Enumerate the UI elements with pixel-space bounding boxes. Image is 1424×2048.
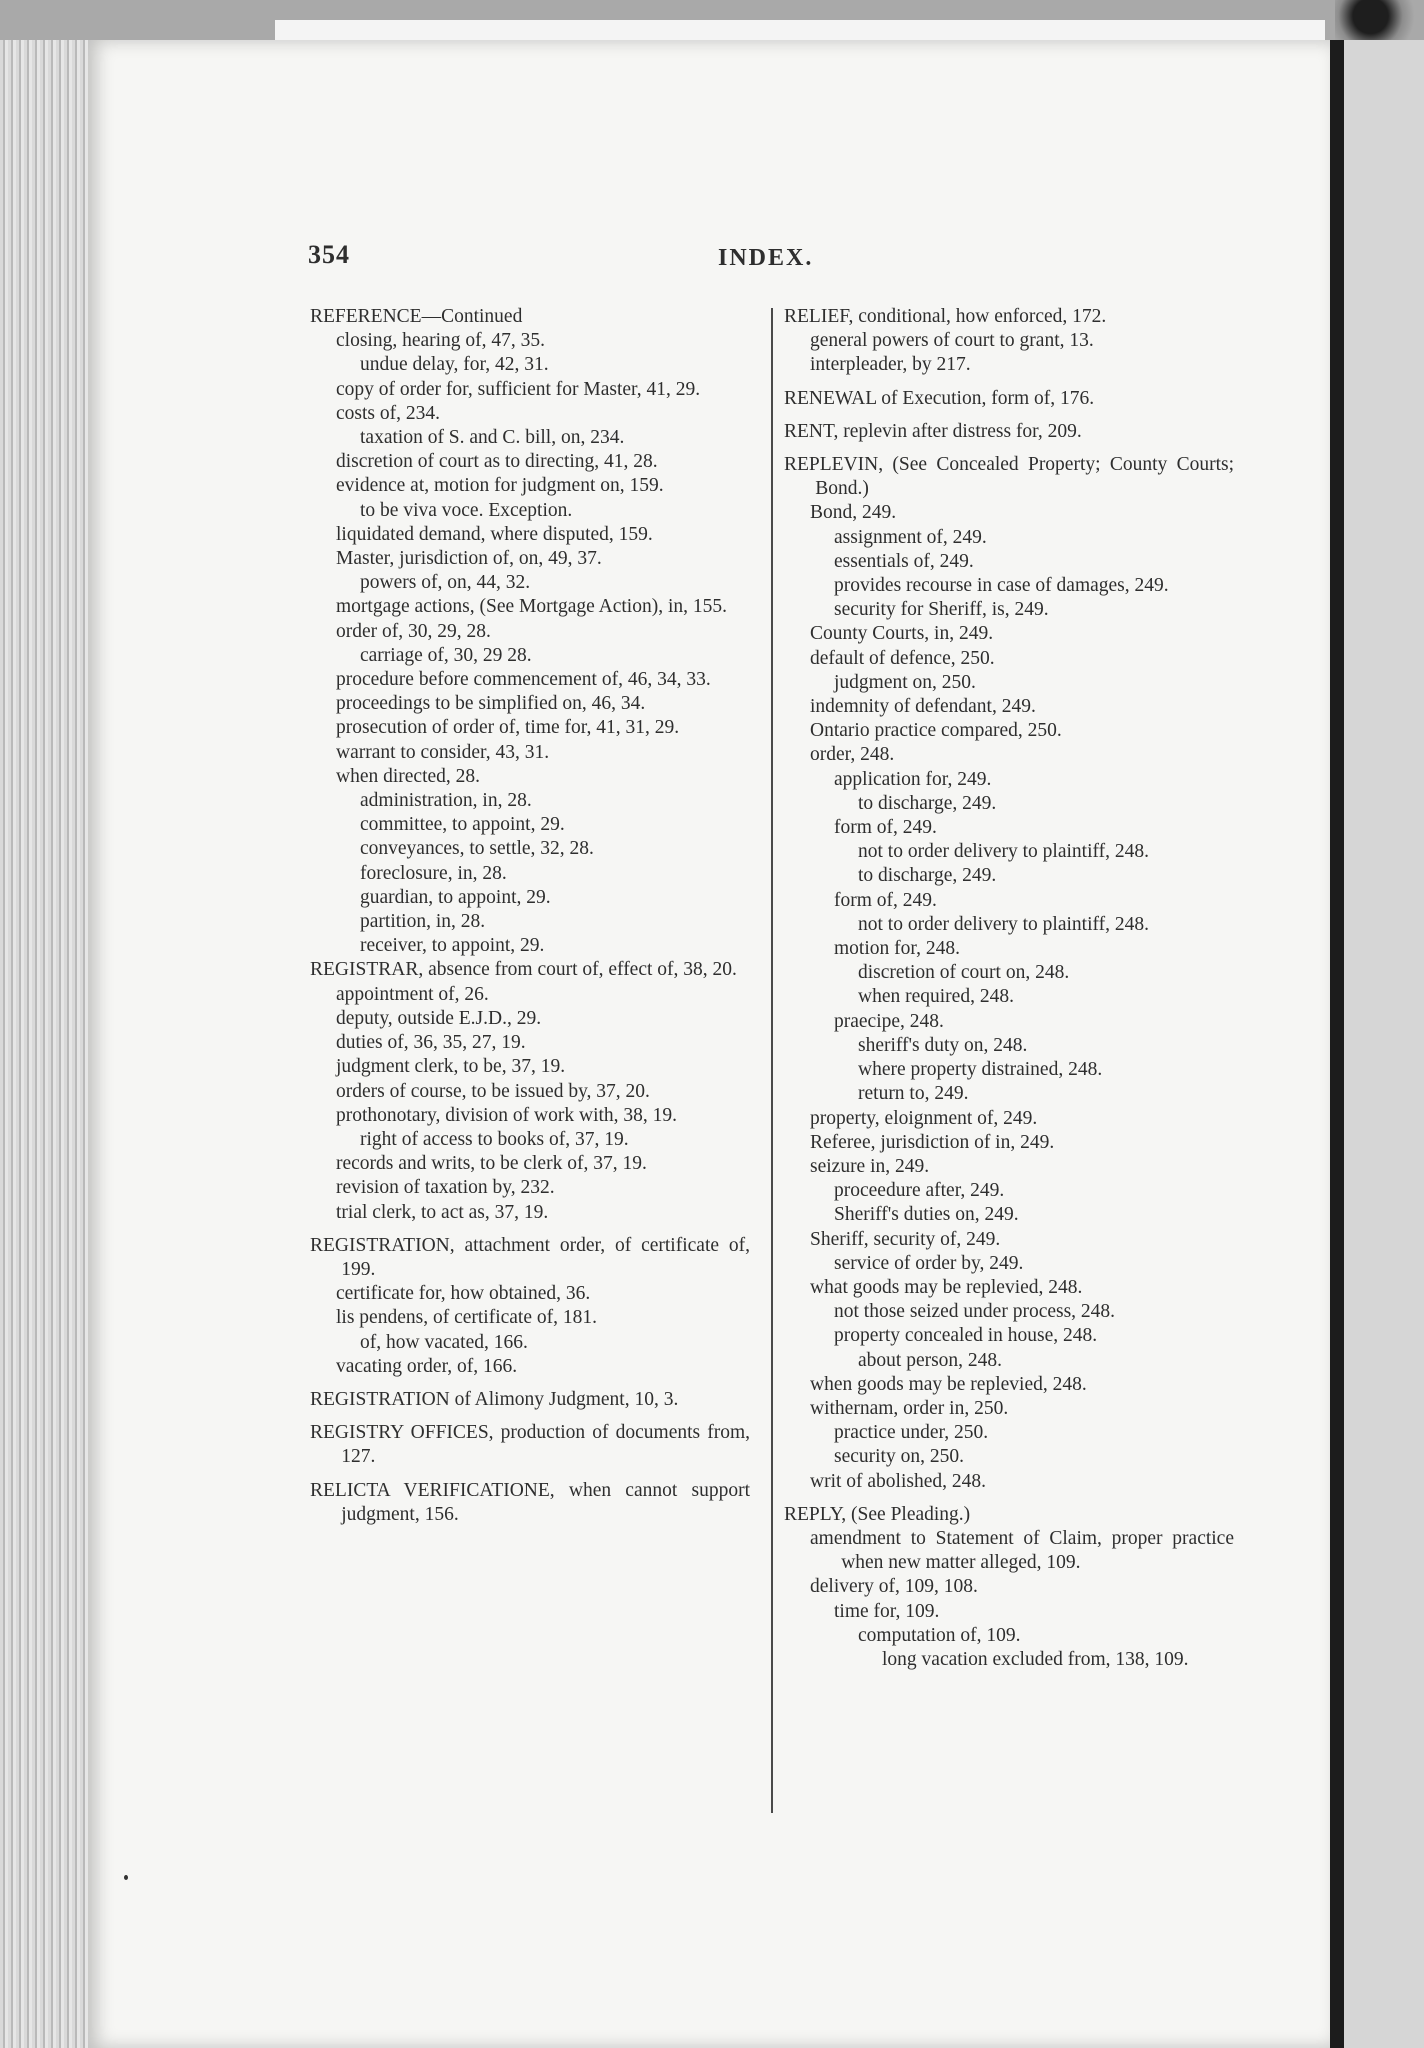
index-subentry: what goods may be replevied, 248. <box>810 1276 1083 1298</box>
index-subentry: foreclosure, in, 28. <box>360 862 507 884</box>
index-subentry: security for Sheriff, is, 249. <box>834 599 1049 621</box>
index-heading: REGISTRATION, attachment order, of certificate of, 199. <box>310 1234 750 1280</box>
index-heading: REGISTRATION of Alimony Judgment, 10, 3. <box>310 1388 679 1410</box>
index-subentry: form of, 249. <box>834 889 937 911</box>
running-head: INDEX. <box>718 245 814 271</box>
index-subentry: partition, in, 28. <box>360 911 486 933</box>
index-subentry: not to order delivery to plaintiff, 248. <box>858 913 1149 935</box>
index-subentry: records and writs, to be clerk of, 37, 19. <box>336 1153 647 1175</box>
index-subentry: to be viva voce. Exception. <box>360 499 573 521</box>
index-subentry: practice under, 250. <box>834 1422 989 1444</box>
index-subentry: copy of order for, sufficient for Master, 41, 29. <box>336 378 701 400</box>
index-subentry: when goods may be replevied, 248. <box>810 1373 1087 1395</box>
index-subentry: to discharge, 249. <box>858 865 997 887</box>
index-subentry: writ of abolished, 248. <box>810 1470 987 1492</box>
index-subentry: assignment of, 249. <box>834 526 987 548</box>
index-subentry: orders of course, to be issued by, 37, 20. <box>336 1080 650 1102</box>
index-subentry: taxation of S. and C. bill, on, 234. <box>360 427 625 449</box>
index-subentry: withernam, order in, 250. <box>810 1397 1009 1419</box>
index-subentry: County Courts, in, 249. <box>810 623 994 645</box>
index-subentry: property concealed in house, 248. <box>834 1325 1098 1347</box>
index-subentry: judgment clerk, to be, 37, 19. <box>336 1056 566 1078</box>
index-subentry: right of access to books of, 37, 19. <box>360 1128 629 1150</box>
index-subentry: Referee, jurisdiction of in, 249. <box>810 1131 1055 1153</box>
index-subentry: procedure before commencement of, 46, 34, 33. <box>336 669 711 691</box>
index-subentry: Bond, 249. <box>810 502 897 524</box>
index-subentry: administration, in, 28. <box>360 790 532 812</box>
index-heading: REGISTRAR, absence from court of, effect of, 38, 20. <box>310 959 737 981</box>
index-subentry: judgment on, 250. <box>834 671 976 693</box>
index-subentry: when required, 248. <box>858 986 1014 1008</box>
book-page-edges <box>0 40 92 2048</box>
index-subentry: where property distrained, 248. <box>858 1059 1103 1081</box>
index-heading: REFERENCE—Continued <box>310 306 523 327</box>
index-subentry: of, how vacated, 166. <box>360 1331 528 1353</box>
index-heading: RELICTA VERIFICATIONE, when cannot support judgment, 156. <box>310 1479 750 1525</box>
index-subentry: long vacation excluded from, 138, 109. <box>882 1648 1189 1670</box>
index-subentry: Ontario practice compared, 250. <box>810 720 1062 742</box>
index-subentry: Sheriff, security of, 249. <box>810 1228 1001 1250</box>
index-subentry: when directed, 28. <box>336 765 481 787</box>
index-subentry: trial clerk, to act as, 37, 19. <box>336 1201 549 1223</box>
index-subentry: guardian, to appoint, 29. <box>360 886 551 908</box>
index-subentry: time for, 109. <box>834 1600 940 1622</box>
index-subentry: seizure in, 249. <box>810 1155 930 1177</box>
index-subentry: prothonotary, division of work with, 38, 19. <box>336 1104 678 1126</box>
index-subentry: carriage of, 30, 29 28. <box>360 644 532 666</box>
index-heading: RENT, replevin after distress for, 209. <box>784 420 1082 442</box>
column-divider <box>771 308 773 1813</box>
index-subentry: to discharge, 249. <box>858 792 997 814</box>
scan-shadow <box>1335 0 1424 40</box>
index-subentry: deputy, outside E.J.D., 29. <box>336 1007 542 1029</box>
index-subentry: general powers of court to grant, 13. <box>810 330 1094 352</box>
index-subentry: prosecution of order of, time for, 41, 31, 29. <box>336 717 680 739</box>
index-subentry: service of order by, 249. <box>834 1252 1024 1274</box>
index-column-right <box>784 305 1234 1672</box>
index-heading: RENEWAL of Execution, form of, 176. <box>784 387 1095 409</box>
index-subentry: motion for, 248. <box>834 938 960 960</box>
index-subentry: proceedure after, 249. <box>834 1180 1005 1202</box>
index-subentry: order, 248. <box>810 744 895 766</box>
index-subentry: liquidated demand, where disputed, 159. <box>336 523 653 545</box>
index-subentry: about person, 248. <box>858 1349 1003 1371</box>
index-subentry: warrant to consider, 43, 31. <box>336 741 550 763</box>
index-subentry: interpleader, by 217. <box>810 354 971 376</box>
index-subentry: essentials of, 249. <box>834 550 974 572</box>
index-subentry: amendment to Statement of Claim, proper practice when new matter alleged, 109. <box>810 1527 1234 1574</box>
ink-speck <box>124 1875 128 1880</box>
index-subentry: sheriff's duty on, 248. <box>858 1034 1028 1056</box>
index-subentry: default of defence, 250. <box>810 647 995 669</box>
index-subentry: evidence at, motion for judgment on, 159. <box>336 475 664 497</box>
index-subentry: conveyances, to settle, 32, 28. <box>360 838 594 860</box>
index-subentry: costs of, 234. <box>336 402 440 424</box>
index-heading: RELIEF, conditional, how enforced, 172. <box>784 306 1107 327</box>
index-subentry: appointment of, 26. <box>336 983 489 1005</box>
index-subentry: application for, 249. <box>834 768 992 790</box>
index-subentry: revision of taxation by, 232. <box>336 1177 555 1199</box>
index-heading: REPLY, (See Pleading.) <box>784 1503 971 1525</box>
index-subentry: discretion of court on, 248. <box>858 962 1070 984</box>
index-subentry: provides recourse in case of damages, 249. <box>834 575 1169 597</box>
index-subentry: Sheriff's duties on, 249. <box>834 1204 1019 1226</box>
index-subentry: receiver, to appoint, 29. <box>360 935 545 957</box>
index-heading: REGISTRY OFFICES, production of documents from, 127. <box>310 1422 750 1468</box>
index-subentry: Master, jurisdiction of, on, 49, 37. <box>336 548 602 570</box>
index-subentry: security on, 250. <box>834 1446 964 1468</box>
index-subentry: mortgage actions, (See Mortgage Action), in, 155. <box>336 596 727 618</box>
book-spine-shadow <box>1330 40 1344 2048</box>
index-subentry: vacating order, of, 166. <box>336 1355 518 1377</box>
index-subentry: not those seized under process, 248. <box>834 1301 1116 1323</box>
index-subentry: return to, 249. <box>858 1083 969 1105</box>
index-subentry: not to order delivery to plaintiff, 248. <box>858 841 1149 863</box>
index-subentry: praecipe, 248. <box>834 1010 944 1032</box>
index-subentry: closing, hearing of, 47, 35. <box>336 330 546 352</box>
index-subentry: property, eloignment of, 249. <box>810 1107 1038 1129</box>
index-subentry: powers of, on, 44, 32. <box>360 572 531 594</box>
index-subentry: proceedings to be simplified on, 46, 34. <box>336 693 646 715</box>
index-subentry: form of, 249. <box>834 817 937 839</box>
index-subentry: certificate for, how obtained, 36. <box>336 1283 591 1305</box>
index-subentry: discretion of court as to directing, 41, 28. <box>336 451 658 473</box>
facing-page-edge <box>1344 40 1424 2048</box>
index-column-left <box>310 305 750 1527</box>
index-subentry: lis pendens, of certificate of, 181. <box>336 1307 597 1329</box>
page-number: 354 <box>308 240 350 269</box>
index-subentry: undue delay, for, 42, 31. <box>360 354 549 376</box>
index-subentry: computation of, 109. <box>858 1624 1021 1646</box>
index-subentry: indemnity of defendant, 249. <box>810 696 1036 718</box>
index-subentry: duties of, 36, 35, 27, 19. <box>336 1032 526 1054</box>
index-subentry: delivery of, 109, 108. <box>810 1576 978 1598</box>
index-subentry: committee, to appoint, 29. <box>360 814 565 836</box>
index-heading: REPLEVIN, (See Concealed Property; County Courts; Bond.) <box>784 454 1234 500</box>
index-subentry: order of, 30, 29, 28. <box>336 620 491 642</box>
